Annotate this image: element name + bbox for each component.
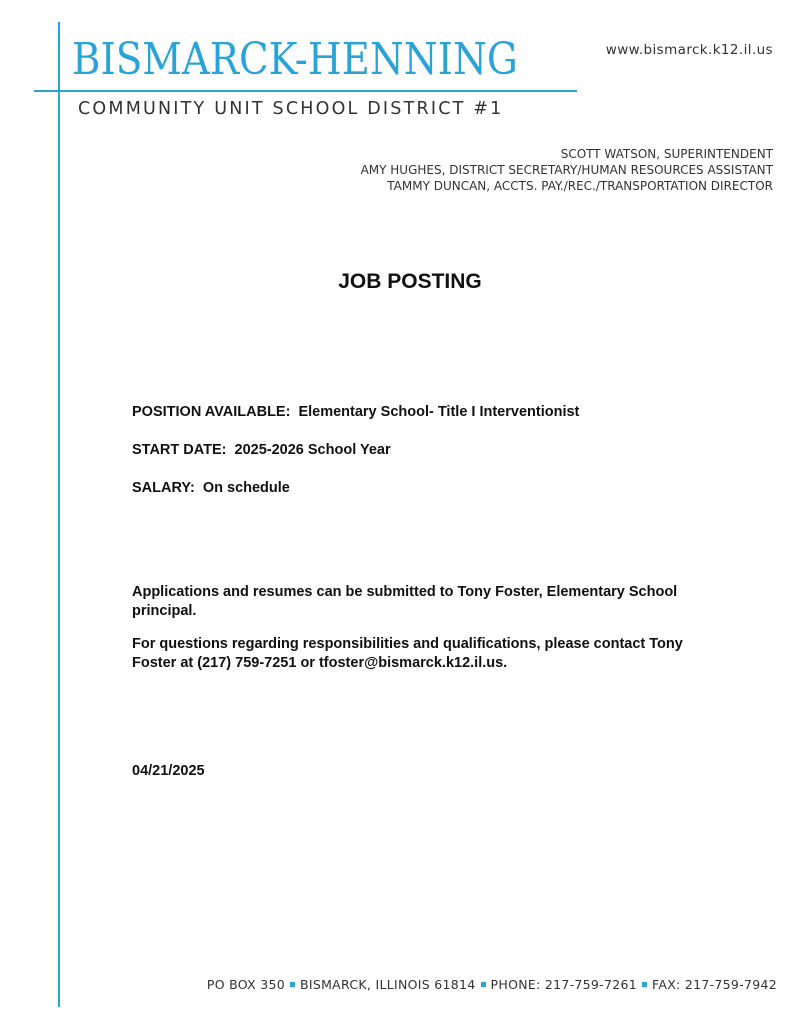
staff-line: AMY HUGHES, DISTRICT SECRETARY/HUMAN RESOURCES ASSISTANT xyxy=(360,163,773,177)
salary-row xyxy=(132,480,290,496)
footer-city: BISMARCK, ILLINOIS 61814 xyxy=(300,977,476,992)
start-date-value: 2025-2026 School Year xyxy=(234,442,391,458)
position-label: POSITION AVAILABLE: xyxy=(132,404,291,420)
start-date-row xyxy=(132,442,391,458)
district-subtitle: COMMUNITY UNIT SCHOOL DISTRICT #1 xyxy=(78,99,504,119)
bullet-square-icon xyxy=(481,982,486,987)
district-website[interactable]: www.bismarck.k12.il.us xyxy=(605,42,773,58)
letterhead-horizontal-rule xyxy=(34,90,577,92)
footer-fax: FAX: 217-759-7942 xyxy=(652,977,777,992)
position-value: Elementary School- Title I Interventionist xyxy=(298,404,580,420)
questions-paragraph: For questions regarding responsibilities and qualifications, please contact Tony Foster at (217) 759-7251 or tfoster@bismarck.k12.il.us. xyxy=(132,636,683,671)
letterhead-vertical-rule xyxy=(58,22,60,1007)
applications-paragraph: Applications and resumes can be submitted to Tony Foster, Elementary School principal. xyxy=(132,584,678,619)
staff-line: TAMMY DUNCAN, ACCTS. PAY./REC./TRANSPORTATION DIRECTOR xyxy=(387,179,773,193)
footer-contact xyxy=(207,977,777,992)
position-row xyxy=(132,404,579,420)
district-logo-text: BISMARCK-HENNING xyxy=(72,34,518,85)
page-title: JOB POSTING xyxy=(338,270,482,293)
bullet-square-icon xyxy=(290,982,295,987)
posting-date: 04/21/2025 xyxy=(132,763,205,779)
salary-label: SALARY: xyxy=(132,480,195,496)
staff-line: SCOTT WATSON, SUPERINTENDENT xyxy=(560,147,773,161)
footer-phone: PHONE: 217-759-7261 xyxy=(490,977,637,992)
staff-list xyxy=(361,146,773,194)
bullet-square-icon xyxy=(642,982,647,987)
start-date-label: START DATE: xyxy=(132,442,227,458)
footer-address: PO BOX 350 xyxy=(206,977,285,992)
salary-value: On schedule xyxy=(202,480,290,496)
